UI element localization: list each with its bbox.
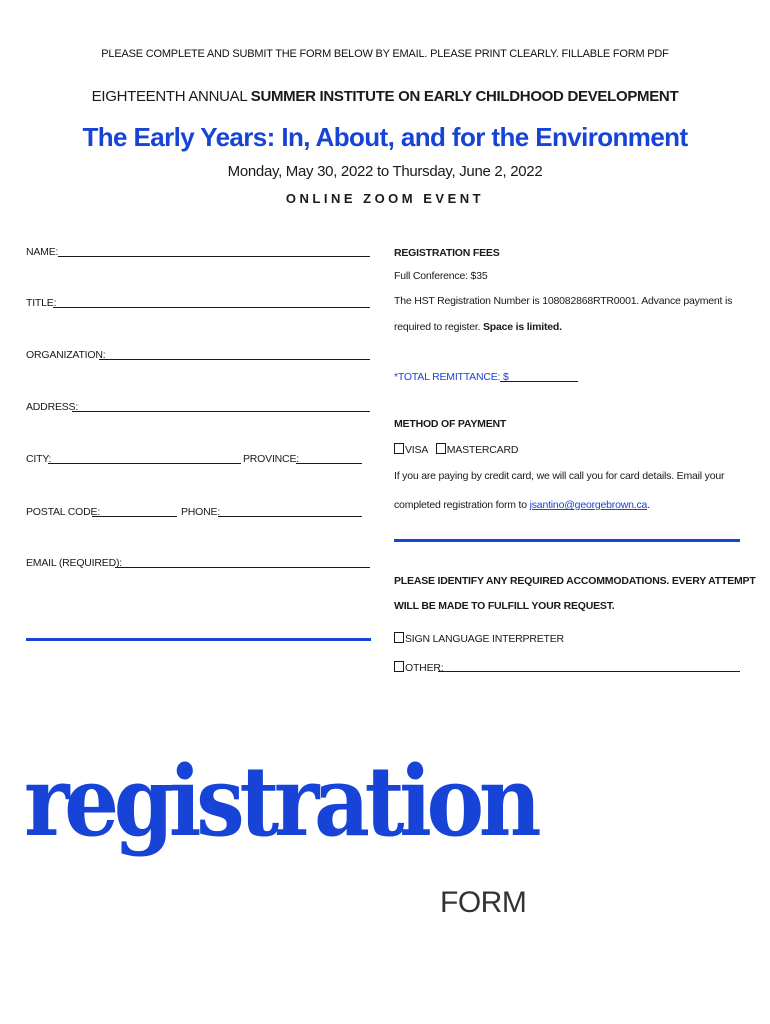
contact-email-link[interactable]: jsantino@georgebrown.ca (529, 499, 648, 511)
other-checkbox[interactable] (394, 661, 404, 672)
sign-language-label: SIGN LANGUAGE INTERPRETER (405, 633, 564, 645)
left-divider (26, 638, 371, 641)
address-field[interactable] (72, 411, 370, 412)
space-limited-text: Space is limited. (482, 321, 562, 333)
city-field[interactable] (48, 463, 241, 464)
right-divider (394, 539, 740, 542)
hst-number: The HST Registration Number is 108082868RTR0001. Advance payment is (394, 295, 733, 307)
title-field[interactable] (53, 307, 370, 308)
organization-label: ORGANIZATION: (26, 349, 106, 361)
fees-heading: REGISTRATION FEES (394, 247, 500, 259)
organization-field[interactable] (99, 359, 370, 360)
mastercard-label: MASTERCARD (446, 444, 519, 456)
city-label: CITY: (26, 453, 52, 465)
visa-label: VISA (405, 444, 428, 456)
form-wordmark: FORM (440, 886, 527, 919)
subtitle-bold: SUMMER INSTITUTE ON EARLY CHILDHOOD DEVELOPMENT (250, 88, 679, 105)
credit-card-note: If you are paying by credit card, we will call you for card details. Email your (394, 470, 725, 482)
submit-email-suffix: . (647, 499, 650, 511)
name-label: NAME: (26, 246, 59, 258)
event-dates: Monday, May 30, 2022 to Thursday, June 2, 2022 (227, 163, 543, 180)
payment-options (394, 443, 518, 456)
name-field[interactable] (58, 256, 370, 257)
province-field[interactable] (296, 463, 362, 464)
full-conference-fee: Full Conference: $35 (394, 270, 488, 282)
other-option (394, 661, 443, 674)
visa-checkbox[interactable] (394, 443, 404, 454)
form-instructions: PLEASE COMPLETE AND SUBMIT THE FORM BELOW BY EMAIL. PLEASE PRINT CLEARLY. FILLABLE FORM PDF (101, 48, 669, 60)
province-label: PROVINCE: (243, 453, 299, 465)
event-type: ONLINE ZOOM EVENT (285, 191, 485, 206)
total-remittance-label: *TOTAL REMITTANCE: $ (394, 371, 509, 383)
total-remittance-field[interactable] (500, 381, 578, 382)
postal-code-field[interactable] (92, 516, 177, 517)
postal-code-label: POSTAL CODE: (26, 506, 101, 518)
accommodations-heading-1: PLEASE IDENTIFY ANY REQUIRED ACCOMMODATIONS. EVERY ATTEMPT (394, 575, 756, 587)
title-label: TITLE: (26, 297, 57, 309)
sign-language-checkbox[interactable] (394, 632, 404, 643)
page-title: The Early Years: In, About, and for the Environment (82, 122, 688, 152)
subtitle-light: EIGHTEENTH ANNUAL (91, 88, 247, 105)
payment-heading: METHOD OF PAYMENT (394, 418, 507, 430)
required-text: required to register. (394, 321, 481, 333)
mastercard-checkbox[interactable] (436, 443, 446, 454)
other-field[interactable] (438, 671, 740, 672)
sign-language-option (394, 632, 564, 645)
phone-label: PHONE: (181, 506, 221, 518)
address-label: ADDRESS: (26, 401, 79, 413)
submit-email-prefix: completed registration form to (394, 499, 527, 511)
submit-email-note (394, 499, 650, 511)
email-label: EMAIL (REQUIRED): (26, 557, 122, 569)
registration-wordmark: registration (24, 745, 537, 858)
email-field[interactable] (115, 567, 370, 568)
event-subtitle (0, 88, 770, 105)
accommodations-heading-2: WILL BE MADE TO FULFILL YOUR REQUEST. (394, 600, 615, 612)
advance-payment-note (394, 321, 562, 333)
other-label: OTHER: (405, 662, 444, 674)
phone-field[interactable] (218, 516, 362, 517)
